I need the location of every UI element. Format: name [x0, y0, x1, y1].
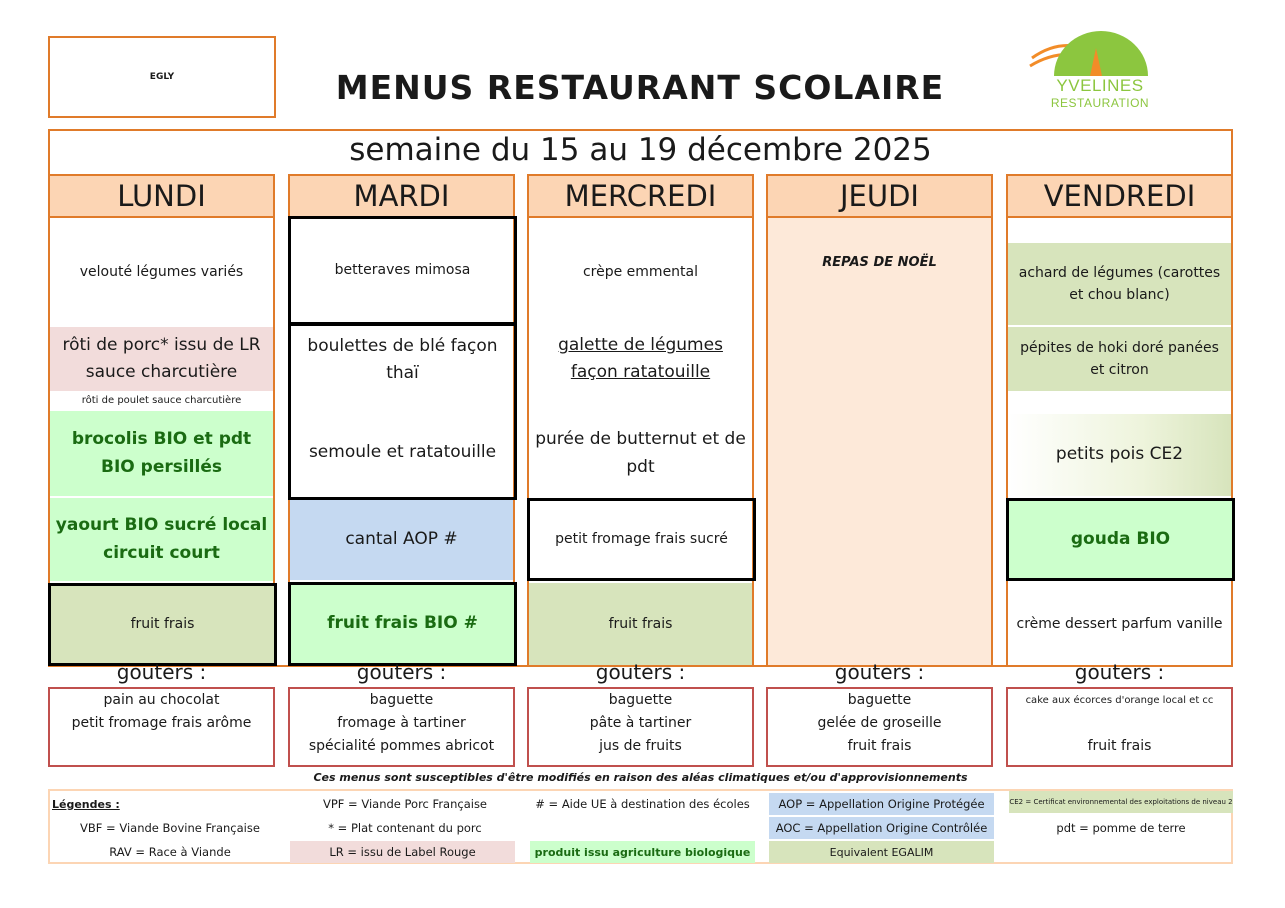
day-header-vendredi: VENDREDI — [1006, 174, 1233, 218]
gouter-item: fruit frais — [847, 738, 912, 754]
legend-vbf: VBF = Viande Bovine Française — [80, 821, 260, 835]
legend-egalim: Equivalent EGALIM — [769, 841, 994, 863]
mardi-main-group — [288, 323, 517, 500]
day-column-jeudi — [766, 218, 993, 665]
gouter-item: petit fromage frais arôme — [71, 715, 252, 731]
day-header-mercredi: MERCREDI — [527, 174, 754, 218]
day-column-lundi — [48, 218, 275, 665]
day-header-lundi: LUNDI — [48, 174, 275, 218]
mardi-starter: betteraves mimosa — [288, 216, 517, 325]
gouter-label-jeudi: gouters : — [834, 660, 925, 684]
gouter-label-lundi: gouters : — [116, 660, 207, 684]
legend-hash: # = Aide UE à destination des écoles — [535, 797, 750, 811]
gouter-item: fruit frais — [1087, 738, 1152, 754]
mercredi-side: purée de butternut et de pdt — [535, 429, 746, 477]
gouter-box-vendredi — [1006, 687, 1233, 767]
legend-star: * = Plat contenant du porc — [328, 821, 482, 835]
gouter-label-mercredi: gouters : — [595, 660, 686, 684]
jeudi-special-meal: REPAS DE NOËL — [822, 254, 937, 270]
day-column-mercredi — [527, 218, 754, 665]
school-name-box — [48, 36, 276, 118]
gouter-box-jeudi — [766, 687, 993, 767]
gouter-item: baguette — [847, 692, 912, 708]
vendredi-main: pépites de hoki doré panées et citron — [1008, 327, 1231, 391]
logo-text-main: YVELINES — [1056, 76, 1144, 95]
mercredi-starter: crèpe emmental — [582, 264, 699, 281]
legend-aop: AOP = Appellation Origine Protégée — [769, 793, 994, 815]
lundi-main-alt: rôti de poulet sauce charcutière — [81, 395, 242, 406]
day-header-jeudi: JEUDI — [766, 174, 993, 218]
legend-frame — [48, 789, 1233, 864]
lundi-starter: velouté légumes variés — [79, 264, 244, 281]
legend-rav: RAV = Race à Viande — [109, 845, 231, 859]
vendredi-dessert: crème dessert parfum vanille — [1016, 615, 1223, 632]
yvelines-logo — [1020, 28, 1180, 114]
vendredi-dairy: gouda BIO — [1006, 498, 1235, 581]
mardi-side: semoule et ratatouille — [308, 442, 497, 463]
gouter-box-lundi — [48, 687, 275, 767]
school-name: EGLY — [149, 72, 175, 82]
page-title: MENUS RESTAURANT SCOLAIRE — [335, 68, 945, 107]
logo-text-sub: RESTAURATION — [1050, 96, 1150, 110]
gouter-label-mardi: gouters : — [356, 660, 447, 684]
gouter-item: jus de fruits — [599, 738, 682, 754]
mardi-dairy: cantal AOP # — [290, 500, 513, 580]
legend-bio: produit issu agriculture biologique — [530, 841, 755, 863]
day-column-vendredi — [1006, 218, 1233, 665]
day-header-mardi: MARDI — [288, 174, 515, 218]
day-column-mardi — [288, 218, 515, 665]
mardi-main: boulettes de blé façon thaï — [307, 335, 498, 383]
mardi-dessert: fruit frais BIO # — [288, 582, 517, 666]
gouter-item: spécialité pommes abricot — [308, 738, 495, 754]
gouter-box-mercredi — [527, 687, 754, 767]
week-title: semaine du 15 au 19 décembre 2025 — [349, 132, 932, 168]
legend-title: Légendes : — [52, 797, 120, 811]
vendredi-starter: achard de légumes (carottes et chou blanc) — [1008, 243, 1231, 325]
legend-ce2: CE2 = Certificat environnemental des exploitations de niveau 2 — [1009, 791, 1233, 813]
disclaimer: Ces menus sont susceptibles d'être modifiés en raison des aléas climatiques et/ou d'approvisionnements — [313, 771, 968, 784]
legend-lr: LR = issu de Label Rouge — [290, 841, 515, 863]
gouter-label-vendredi: gouters : — [1074, 660, 1165, 684]
mercredi-main: galette de légumes façon ratatouille — [558, 334, 723, 382]
lundi-dairy: yaourt BIO sucré local circuit court — [50, 498, 273, 581]
gouter-box-mardi — [288, 687, 515, 767]
vendredi-side: petits pois CE2 — [1008, 414, 1231, 496]
gouter-item: baguette — [608, 692, 673, 708]
legend-aoc: AOC = Appellation Origine Contrôlée — [769, 817, 994, 839]
legend-pdt: pdt = pomme de terre — [1056, 821, 1186, 835]
legend-vpf: VPF = Viande Porc Française — [322, 797, 488, 811]
gouter-item: gelée de groseille — [817, 715, 942, 731]
lundi-dessert: fruit frais — [48, 583, 277, 666]
lundi-main: rôti de porc* issu de LR sauce charcutière — [50, 327, 273, 391]
gouter-item: pâte à tartiner — [589, 715, 692, 731]
mercredi-dairy: petit fromage frais sucré — [527, 498, 756, 581]
gouter-item: baguette — [369, 692, 434, 708]
gouter-item: cake aux écorces d'orange local et cc — [1025, 695, 1214, 706]
lundi-side: brocolis BIO et pdt BIO persillés — [50, 411, 273, 496]
gouter-item: fromage à tartiner — [337, 715, 466, 731]
mercredi-dessert: fruit frais — [529, 583, 752, 665]
gouter-item: pain au chocolat — [103, 692, 220, 708]
